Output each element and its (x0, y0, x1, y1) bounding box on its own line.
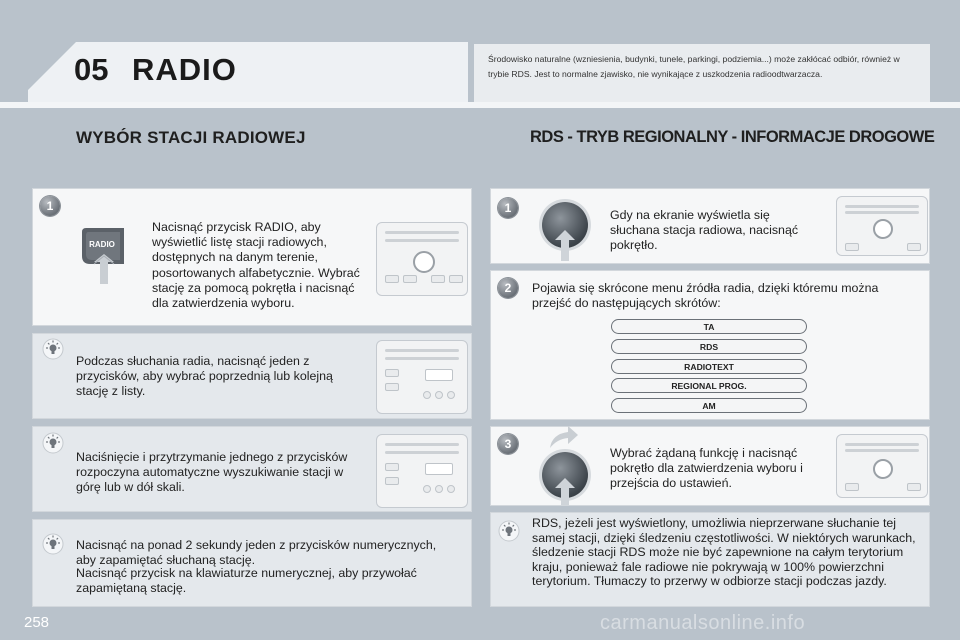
press-arrow-icon (553, 474, 577, 506)
header-divider (0, 102, 960, 108)
radio-button-icon (80, 224, 126, 286)
menu-option-regional-prog[interactable]: REGIONAL PROG. (611, 378, 807, 393)
section-title-right: RDS - TRYB REGIONALNY - INFORMACJE DROGOWE (530, 128, 935, 146)
menu-option-am[interactable]: AM (611, 398, 807, 413)
menu-option-radiotext[interactable]: RADIOTEXT (611, 359, 807, 374)
radio-button-label: RADIO (89, 240, 115, 249)
left-step1-text: Nacisnąć przycisk RADIO, aby wyświetlić listę stacji radiowych, dostępnych na danym terenie, posortowanych alfabetycznie. Wybrać stację za pomocą pokrętła i nacisnąć dla zatwierdzenia wyboru. (152, 220, 360, 311)
lightbulb-icon (42, 533, 64, 555)
left-tip3-text-b: Nacisnąć przycisk na klawiaturze numerycznej, aby przywołać zapamiętaną stację. (76, 566, 417, 596)
watermark: carmanualsonline.info (600, 612, 806, 634)
step-badge: 2 (498, 278, 518, 298)
lightbulb-icon (42, 432, 64, 454)
right-tip-text: RDS, jeżeli jest wyświetlony, umożliwia nieprzerwane słuchanie tej samej stacji, dzięki śledzeniu częstotliwości. W niektórych warunkach, śledzenie stacji RDS może nie być zapewnione na całym terytorium kraju, ponieważ fale radiowe nie pokrywają w 100% powierzchni terytorium. Tłumaczy to przerwy w odbiorze stacji podczas jazdy. (532, 516, 916, 589)
step-badge: 1 (498, 198, 518, 218)
right-step2-text: Pojawia się skrócone menu źródła radia, dzięki któremu można przejść do następujących skrótów: (532, 281, 879, 311)
step-badge: 3 (498, 434, 518, 454)
header-note: Środowisko naturalne (wzniesienia, budynki, tunele, parkingi, podziemia...) może zakłócać odbiór, również w trybie RDS. Jest to normalne zjawisko, nie wynikające z uszkodzenia radioodtwarzacza. (474, 44, 930, 102)
right-step1-text: Gdy na ekranie wyświetla się słuchana stacja radiowa, nacisnąć pokrętło. (610, 208, 799, 253)
press-arrow-icon (553, 226, 577, 262)
radio-unit-illustration (836, 196, 928, 256)
right-step3-text: Wybrać żądaną funkcję i nacisnąć pokrętło dla zatwierdzenia wyboru i przejścia do ustawień. (610, 446, 803, 491)
left-tip1-text: Podczas słuchania radia, nacisnąć jeden z przycisków, aby wybrać poprzednią lub kolejną stację z listy. (76, 354, 333, 399)
radio-unit-illustration (376, 434, 468, 508)
page-number: 258 (24, 614, 50, 631)
menu-option-ta[interactable]: TA (611, 319, 807, 334)
menu-option-rds[interactable]: RDS (611, 339, 807, 354)
page-title: RADIO (132, 52, 237, 87)
lightbulb-icon (498, 520, 520, 542)
step-badge: 1 (40, 196, 60, 216)
radio-unit-illustration (376, 222, 468, 296)
lightbulb-icon (42, 338, 64, 360)
left-tip3-text-a: Nacisnąć na ponad 2 sekundy jeden z przycisków numerycznych, aby zapamiętać słuchaną stację. (76, 538, 437, 568)
rotate-arrow-icon (548, 424, 580, 450)
left-tip2-text: Naciśnięcie i przytrzymanie jednego z przycisków rozpoczyna automatyczne wyszukiwanie stacji w górę lub w dół skali. (76, 450, 348, 495)
radio-unit-illustration (376, 340, 468, 414)
radio-unit-illustration (836, 434, 928, 498)
chapter-number: 05 (74, 52, 109, 87)
section-title-left: WYBÓR STACJI RADIOWEJ (76, 128, 306, 147)
